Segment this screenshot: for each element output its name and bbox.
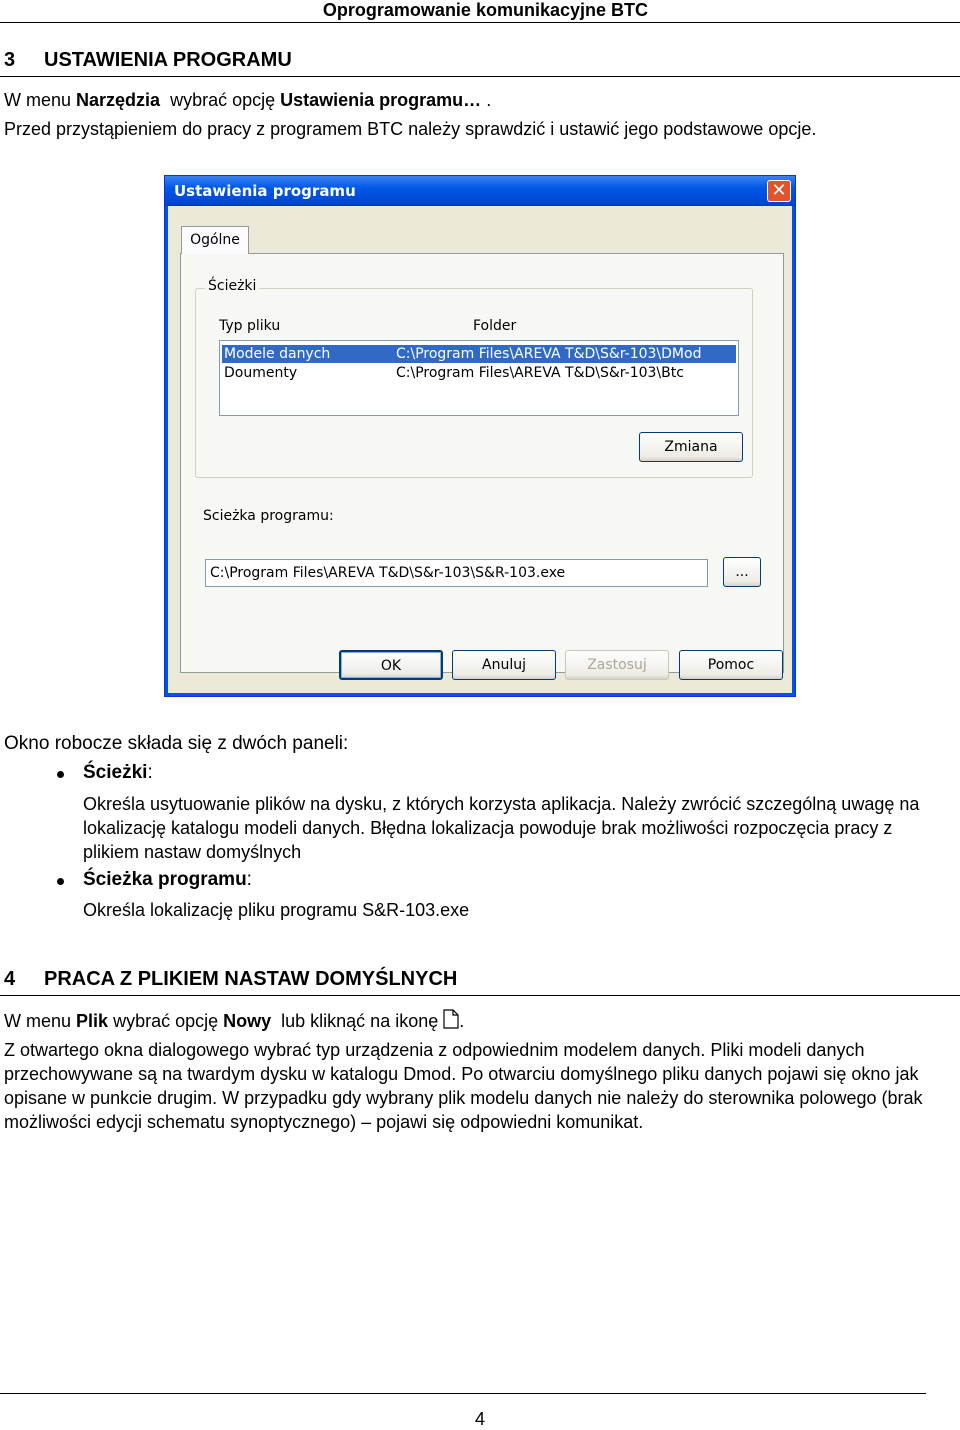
paths-description: Określa usytuowanie plików na dysku, z których korzysta aplikacja. Należy zwrócić szczególną uwagę na lokalizację katalogu modeli danych. Błędna lokalizacja powoduje brak możliwości rozpoczęcia pracy z plikiem nastaw domyślnych (83, 794, 920, 862)
section-4-instruction: W menu Plik wybrać opcję Nowy lub kliknąć na ikonę . (4, 1009, 952, 1035)
panels-intro: Okno robocze składa się z dwóch paneli: (4, 733, 349, 754)
paths-group-label: Ścieżki (205, 278, 259, 294)
dialog-body (169, 206, 791, 692)
section-3-intro: Przed przystąpieniem do pracy z programem BTC należy sprawdzić i ustawić jego podstawowe opcje. (4, 119, 817, 139)
header-rule (0, 22, 960, 23)
list-item[interactable]: Modele danych C:\Program Files\AREVA T&D\S&r-103\DMod (222, 345, 736, 363)
section-4-heading (4, 968, 457, 991)
section-4-paragraph: Z otwartego okna dialogowego wybrać typ urządzenia z odpowiednim modelem danych. Pliki modeli danych przechowywane są na twardym dysku w katalogu Dmod. Po otwarciu domyślnego pliku danych pojawi się okno jak opisane w punkcie drugim. W przypadku gdy wybrany plik modelu danych nie należy do sterownika polowego (brak możliwości edycji schematu synoptycznego) – pojawi się odpowiedni komunikat. (4, 1040, 923, 1132)
browse-button[interactable]: ... (723, 557, 761, 587)
paths-list[interactable] (219, 340, 739, 416)
section-title: USTAWIENIA PROGRAMU (44, 49, 292, 71)
ok-button[interactable]: OK (339, 650, 443, 680)
footer-rule (0, 1393, 926, 1394)
bullet-program-path: Ścieżka programu: (83, 869, 252, 890)
option-name: Nowy (223, 1011, 272, 1031)
new-document-icon (443, 1009, 459, 1035)
column-header-folder[interactable]: Folder (473, 318, 517, 334)
menu-name: Plik (76, 1011, 109, 1031)
program-path-description: Określa lokalizację pliku programu S&R-103.exe (83, 900, 470, 920)
section-3-instruction: W menu Narzędzia wybrać opcję Ustawienia programu… . (4, 90, 492, 110)
tab-general[interactable]: Ogólne (181, 226, 249, 254)
bullet-paths: Ścieżki: (83, 762, 153, 783)
close-icon[interactable]: ✕ (767, 180, 791, 202)
settings-dialog (164, 175, 796, 697)
section-3-rule (0, 76, 960, 77)
section-3-heading (4, 49, 292, 72)
list-item[interactable]: Doumenty C:\Program Files\AREVA T&D\S&r-103\Btc (224, 365, 684, 381)
menu-name: Narzędzia (76, 90, 161, 110)
section-number: 3 (4, 49, 16, 71)
dialog-title-bar: Ustawienia programu (165, 176, 795, 206)
apply-button[interactable]: Zastosuj (565, 650, 669, 680)
change-button[interactable]: Zmiana (639, 432, 743, 462)
bullet-icon (57, 771, 64, 778)
program-path-input[interactable]: C:\Program Files\AREVA T&D\S&r-103\S&R-103.exe (205, 559, 708, 587)
section-number: 4 (4, 968, 16, 990)
running-header: Oprogramowanie komunikacyjne BTC (322, 0, 648, 20)
help-button[interactable]: Pomoc (679, 650, 783, 680)
section-title: PRACA Z PLIKIEM NASTAW DOMYŚLNYCH (44, 968, 458, 990)
column-header-file-type[interactable]: Typ pliku (219, 318, 281, 334)
section-4-rule (0, 995, 960, 996)
page-number: 4 (474, 1409, 485, 1429)
bullet-icon (57, 878, 64, 885)
cancel-button[interactable]: Anuluj (452, 650, 556, 680)
option-name: Ustawienia programu… (280, 90, 487, 110)
program-path-label: Scieżka programu: (203, 508, 334, 524)
